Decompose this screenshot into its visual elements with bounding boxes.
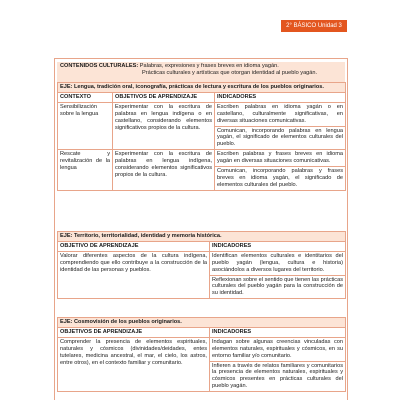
contenidos-line2: Prácticas culturales y artísticas que otorgan identidad al pueblo yagán. (142, 70, 318, 76)
col-contexto: CONTEXTO (58, 92, 113, 102)
indicador-cell: Comunican, incorporando palabras y frases breves en idioma yagán, el significado de elementos culturales del pueblo. (215, 167, 346, 191)
indicador-cell: Escriben palabras en idioma yagán o en castellano, culturalmente significativas, en diversas situaciones comunicativas. (215, 102, 346, 126)
contexto-cell: Rescate y revitalización de la lengua (58, 150, 113, 191)
table-row (58, 150, 346, 167)
eje2-title: EJE: Territorio, territorialidad, identidad y memoria histórica. (58, 232, 346, 242)
eje1-table (57, 82, 346, 191)
col-indicadores: INDICADORES (210, 327, 346, 337)
table-row (58, 102, 346, 126)
eje3-table (57, 317, 346, 392)
objetivo-cell: Comprender la presencia de elementos espirituales, naturales y cósmicos (divinidades/deidades, entes tutelares, medicina ancestral, el mar, el cielo, los astros, entre otros), en el contexto familiar y comunitario. (58, 337, 210, 391)
table-row (58, 251, 346, 275)
objetivo-cell: Experimentar con la escritura de palabras en lengua indígena o en castellano, considerando elementos significativos propios de la cultura. (113, 102, 215, 149)
page-header (0, 0, 400, 30)
col-objetivos: OBJETIVOS DE APRENDIZAJE (113, 92, 215, 102)
contexto-cell: Sensibilización sobre la lengua (58, 102, 113, 149)
contenidos-culturales-box (57, 62, 345, 82)
indicador-cell: Comunican, incorporando palabras en lengua yagán, el significado de elementos culturales del pueblo. (215, 126, 346, 150)
objetivo-cell: Valorar diferentes aspectos de la cultura indígena, comprendiendo que ello contribuye a la construcción de la identidad de las personas y pueblos. (58, 251, 210, 298)
eje2-table (57, 231, 346, 299)
eje3-title: EJE: Cosmovisión de los pueblos originarios. (58, 318, 346, 328)
contenidos-line1: Palabras, expresiones y frases breves en idioma yagán. (139, 63, 279, 69)
document-page (54, 58, 348, 400)
col-indicadores: INDICADORES (210, 241, 346, 251)
col-objetivos: OBJETIVOS DE APRENDIZAJE (58, 327, 210, 337)
indicador-cell: Identifican elementos culturales e identitarios del pueblo yagán (lengua, cultura e historia) asociándolos a diversos lugares del territorio. (210, 251, 346, 275)
col-objetivo: OBJETIVO DE APRENDIZAJE (58, 241, 210, 251)
eje1-title: EJE: Lengua, tradición oral, iconografía, prácticas de lectura y escritura de los pueblos originarios. (58, 83, 346, 93)
table-row (58, 337, 346, 361)
indicador-cell: Escriben palabras y frases breves en idioma yagán en diversas situaciones comunicativas. (215, 150, 346, 167)
indicador-cell: Infieren a través de relatos familiares y comunitarios la presencia de elementos naturales, espirituales y cósmicos presentes en prácticas culturales del pueblo yagán. (210, 361, 346, 392)
indicador-cell: Reflexionan sobre el sentido que tienen las prácticas culturales del pueblo yagán para la construcción de su identidad. (210, 275, 346, 299)
indicador-cell: Indagan sobre algunas creencias vinculadas con elementos naturales, espirituales y cósmicos, en su entorno familiar y/o comunitario. (210, 337, 346, 361)
objetivo-cell: Experimentar con la escritura de palabras en lengua indígena, considerando elementos significativos propios de la cultura. (113, 150, 215, 191)
grade-unit-tab: 2° BÁSICO Unidad 3 (281, 20, 347, 32)
contenidos-label: CONTENIDOS CULTURALES: (60, 63, 139, 69)
col-indicadores: INDICADORES (215, 92, 346, 102)
